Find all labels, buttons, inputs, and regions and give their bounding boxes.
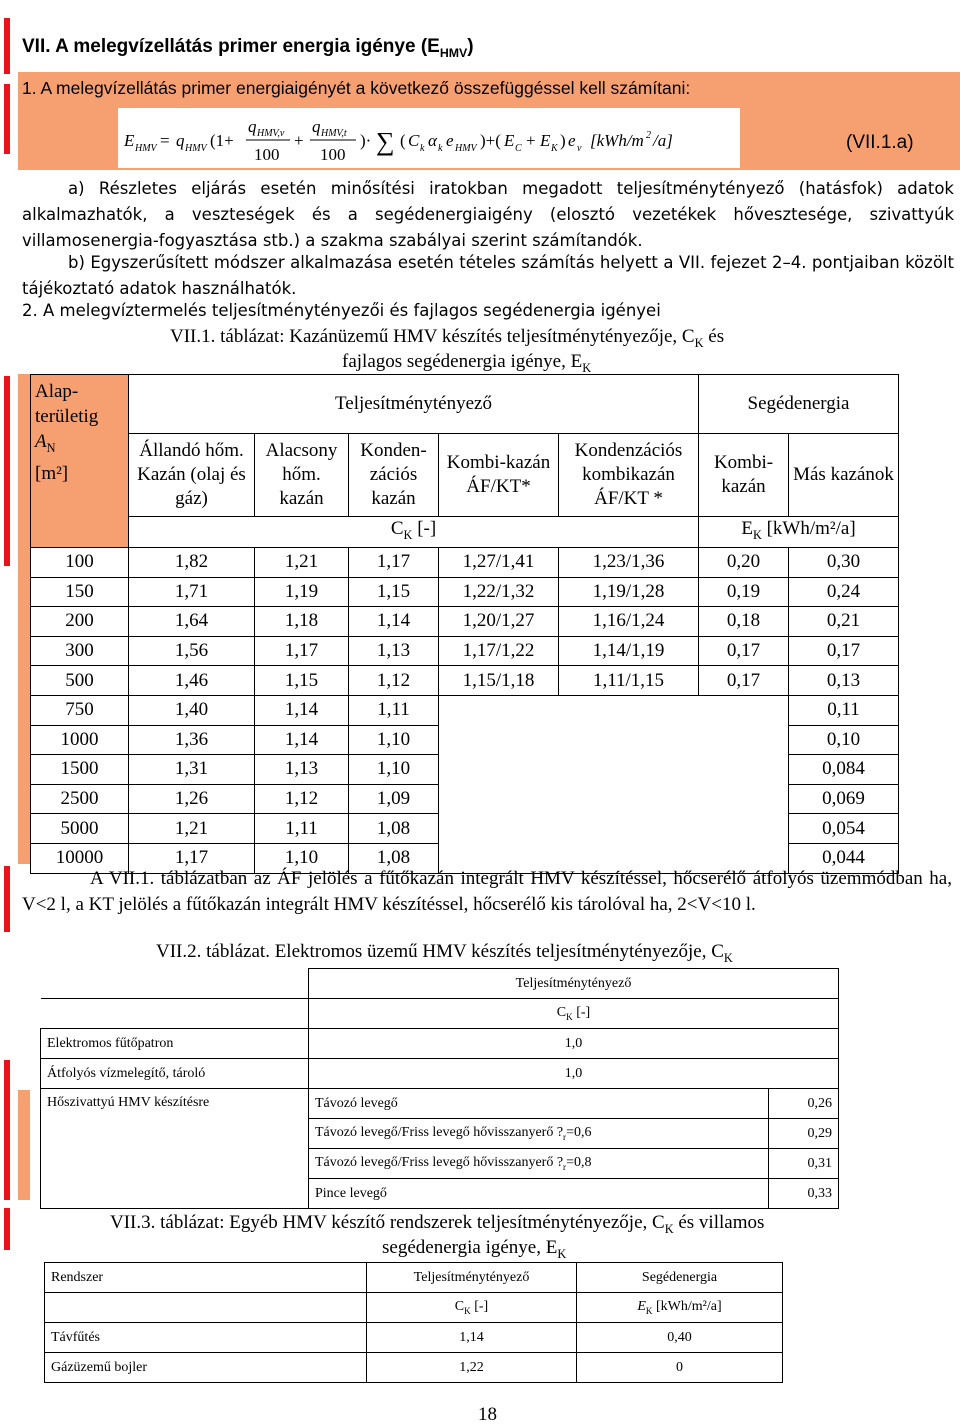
table-row: [45, 1353, 783, 1383]
area-cell: 150: [31, 577, 129, 607]
table1-caption: [170, 326, 724, 351]
svg-text:HMV: HMV: [135, 143, 157, 154]
table1-unit-row: [31, 517, 899, 548]
value-cell: 1,09: [349, 784, 439, 814]
table3-header-row: [45, 1263, 783, 1293]
value-cell: 1,46: [129, 666, 255, 696]
col-header: Kondenzációs kombikazán ÁF/KT *: [559, 434, 699, 517]
value-cell: 1,14: [349, 607, 439, 637]
value-cell: [439, 695, 559, 725]
svg-text:(: (: [400, 131, 406, 150]
svg-text:q: q: [176, 131, 185, 150]
empty-cell: [41, 969, 309, 999]
margin-marker: [4, 18, 10, 74]
value-cell: 0,19: [699, 577, 789, 607]
row-label: Átfolyós vízmelegítő, tároló: [41, 1059, 309, 1089]
value-cell: [559, 814, 699, 844]
row-label: Távfűtés: [45, 1323, 367, 1353]
table3-caption-line2: [382, 1237, 566, 1262]
value-cell: 1,10: [255, 843, 349, 873]
caption-text: fajlagos segédenergia igénye, E: [342, 351, 583, 372]
unit-ek: [577, 1293, 783, 1323]
value-cell: 1,82: [129, 548, 255, 578]
col-header: Állandó hőm. Kazán (olaj és gáz): [129, 434, 255, 517]
svg-text:HMV: HMV: [185, 143, 207, 154]
value-cell: 1,17/1,22: [439, 636, 559, 666]
area-cell: 1000: [31, 725, 129, 755]
caption-sub: K: [582, 360, 592, 375]
value-cell: [439, 725, 559, 755]
svg-text:e: e: [568, 131, 576, 150]
area-cell: 200: [31, 607, 129, 637]
value-cell: 1,15: [349, 577, 439, 607]
table-row: [31, 577, 899, 607]
margin-marker: [4, 1060, 10, 1200]
svg-text:=: =: [160, 131, 170, 150]
svg-text:[kWh/m: [kWh/m: [590, 131, 644, 150]
unit-ck: [129, 517, 699, 548]
table1-note: A VII.1. táblázatban az ÁF jelölés a fűtőkazán integrált HMV készítéssel, hőcserélő átfolyós üzemmódban ha, V<2 l, a KT jelölés a fűtőkazán integrált HMV készítéssel, hőcserélő kis tárolóval ha, 2<V<10 l.: [22, 868, 952, 915]
col-header: Más kazánok: [789, 434, 899, 517]
heading-text: VII. A melegvízellátás primer energia igénye (E: [22, 36, 440, 57]
group-header-teljesitmeny: Teljesítménytényező: [129, 375, 699, 434]
value-cell: 0,044: [789, 843, 899, 873]
row-value: 0,33: [769, 1179, 839, 1209]
caption-text: segédenergia igénye, E: [382, 1237, 558, 1258]
row-value: 1,14: [367, 1323, 577, 1353]
area-header: Alap-területig: [35, 381, 99, 427]
svg-text:C: C: [515, 143, 522, 154]
unit-end: [-]: [470, 1299, 489, 1315]
svg-text:HMV,t: HMV,t: [321, 128, 347, 139]
svg-text:K: K: [551, 143, 558, 154]
paragraph-a: a) Részletes eljárás esetén minősítési iratokban megadott teljesítménytényező (hatásfok) adatok alkalmazhatók, a veszteségek és a segédenergiaigény (elosztó vezetékek hővesztesége, szivattyúk villamosenergia-fogyasztása stb.) a szakma szabályai szerint számítandók.: [22, 179, 954, 250]
svg-text:+: +: [294, 131, 304, 150]
group-header-segedenergia: Segédenergia: [699, 375, 899, 434]
value-cell: 1,18: [255, 607, 349, 637]
unit-ek: [699, 517, 899, 548]
row-value: 1,22: [367, 1353, 577, 1383]
area-cell: 300: [31, 636, 129, 666]
value-cell: 1,22/1,32: [439, 577, 559, 607]
value-cell: 1,11: [255, 814, 349, 844]
svg-text:): ): [560, 131, 566, 150]
area-cell: 750: [31, 695, 129, 725]
value-cell: 1,11: [349, 695, 439, 725]
svg-text:)·: )·: [360, 131, 372, 150]
table2-unit-row: [41, 999, 839, 1029]
col-header: Alacsony hőm. kazán: [255, 434, 349, 517]
col-header: Teljesítménytényező: [367, 1263, 577, 1293]
col-header: Kombi-kazán ÁF/KT*: [439, 434, 559, 517]
value-cell: 1,36: [129, 725, 255, 755]
value-cell: [559, 755, 699, 785]
caption-sub: K: [694, 335, 704, 350]
value-cell: 1,27/1,41: [439, 548, 559, 578]
caption-sub: K: [664, 1221, 674, 1236]
empty-cell: [45, 1293, 367, 1323]
svg-text:α: α: [428, 131, 437, 150]
value-cell: 1,56: [129, 636, 255, 666]
value-cell: [699, 814, 789, 844]
value-cell: [559, 725, 699, 755]
unit-end: [-]: [572, 1005, 591, 1021]
svg-text:)+(: )+(: [480, 131, 501, 150]
value-cell: 1,20/1,27: [439, 607, 559, 637]
value-cell: 1,64: [129, 607, 255, 637]
margin-marker: [4, 84, 10, 154]
label-text: Távozó levegő/Friss levegő hővisszanyerő ?: [315, 1155, 564, 1171]
value-cell: 1,14: [255, 725, 349, 755]
label-end: =0,8: [566, 1155, 592, 1171]
value-cell: 1,15: [255, 666, 349, 696]
page-number: 18: [478, 1404, 497, 1425]
svg-text:k: k: [438, 143, 443, 154]
table3-unit-row: [45, 1293, 783, 1323]
svg-text:k: k: [420, 143, 425, 154]
caption-sub: K: [557, 1246, 567, 1261]
svg-text:v: v: [577, 143, 582, 154]
value-cell: [699, 725, 789, 755]
unit-sub: K: [566, 1011, 573, 1022]
value-cell: 1,40: [129, 695, 255, 725]
label-text: Távozó levegő/Friss levegő hővisszanyerő ?: [315, 1125, 564, 1141]
value-cell: [439, 755, 559, 785]
value-cell: [699, 695, 789, 725]
label-sub: r: [563, 1161, 567, 1172]
table-row: [31, 666, 899, 696]
margin-marker: [4, 1208, 10, 1250]
value-cell: 1,21: [129, 814, 255, 844]
row-label: Távozó levegő: [309, 1089, 769, 1119]
row-value: 0,29: [769, 1119, 839, 1149]
table1-header-row: [31, 375, 899, 434]
svg-text:∑: ∑: [376, 127, 395, 156]
value-cell: 1,16/1,24: [559, 607, 699, 637]
value-cell: [559, 784, 699, 814]
svg-text:E: E: [504, 131, 515, 150]
value-cell: 0,21: [789, 607, 899, 637]
unit-text: C: [556, 1005, 567, 1021]
row-value: 0,40: [577, 1323, 783, 1353]
table2-caption: [156, 941, 733, 966]
caption-text: VII.1. táblázat: Kazánüzemű HMV készítés teljesítménytényezője, C: [170, 326, 695, 347]
svg-text:q: q: [248, 117, 257, 136]
value-cell: 1,23/1,36: [559, 548, 699, 578]
svg-text:2: 2: [646, 130, 651, 141]
table2-header-row: [41, 969, 839, 999]
formula-box: [118, 108, 740, 168]
empty-cell: [41, 999, 309, 1029]
row-label: Elektromos fűtőpatron: [41, 1029, 309, 1059]
table-row: [31, 695, 899, 725]
label-end: =0,6: [566, 1125, 592, 1141]
value-cell: 1,11/1,15: [559, 666, 699, 696]
caption-end: és: [703, 326, 725, 347]
value-cell: 0,10: [789, 725, 899, 755]
row-value: 0: [577, 1353, 783, 1383]
table-row: [41, 1089, 839, 1119]
area-cell: 5000: [31, 814, 129, 844]
table2: [40, 968, 839, 1209]
value-cell: 1,19/1,28: [559, 577, 699, 607]
area-cell: 100: [31, 548, 129, 578]
table3: [44, 1262, 783, 1383]
value-cell: 1,13: [255, 755, 349, 785]
area-symbol: A: [35, 431, 47, 452]
unit-end: [kWh/m²/a]: [761, 518, 856, 540]
area-cell: 2500: [31, 784, 129, 814]
row-label: [309, 1149, 769, 1179]
formula-label: (VII.1.a): [846, 132, 914, 153]
area-symbol-sub: N: [46, 440, 56, 455]
value-cell: 0,30: [789, 548, 899, 578]
value-cell: 1,14/1,19: [559, 636, 699, 666]
table-row: [31, 784, 899, 814]
table-row: [31, 814, 899, 844]
col-header: Segédenergia: [577, 1263, 783, 1293]
row-label: Pince levegő: [309, 1179, 769, 1209]
svg-text:E: E: [540, 131, 551, 150]
svg-text:e: e: [446, 131, 454, 150]
value-cell: [439, 814, 559, 844]
value-cell: 0,084: [789, 755, 899, 785]
value-cell: [699, 784, 789, 814]
heading-sub: HMV: [439, 45, 468, 60]
caption-sub: K: [723, 950, 733, 965]
value-cell: 1,14: [255, 695, 349, 725]
highlight-band: [18, 374, 30, 864]
unit-ck: [367, 1293, 577, 1323]
table1-caption-line2: [342, 351, 591, 376]
paragraph-2: 2. A melegvíztermelés teljesítménytényezői és fajlagos segédenergia igényei: [22, 301, 661, 320]
unit-end: [-]: [412, 518, 437, 540]
unit-text: E: [741, 518, 753, 540]
unit-sub: K: [464, 1305, 471, 1316]
svg-text:+: +: [526, 131, 536, 150]
value-cell: 1,12: [349, 666, 439, 696]
table-row: [31, 725, 899, 755]
unit-text: C: [390, 518, 404, 540]
table-row: [41, 1029, 839, 1059]
value-cell: 1,17: [255, 636, 349, 666]
value-cell: 1,15/1,18: [439, 666, 559, 696]
area-cell: 1500: [31, 755, 129, 785]
value-cell: 1,08: [349, 814, 439, 844]
table-row: [31, 607, 899, 637]
value-cell: 1,08: [349, 843, 439, 873]
value-cell: 0,054: [789, 814, 899, 844]
col-header: Kombi-kazán: [699, 434, 789, 517]
value-cell: 0,24: [789, 577, 899, 607]
area-header-cell: [31, 375, 129, 548]
table2-unit: [309, 999, 839, 1029]
value-cell: 0,18: [699, 607, 789, 637]
area-unit: [m²]: [35, 462, 69, 484]
table-row: [41, 1059, 839, 1089]
table1-col-header-row: [31, 434, 899, 517]
value-cell: 1,21: [255, 548, 349, 578]
unit-sub: K: [645, 1305, 653, 1316]
svg-text:q: q: [312, 117, 321, 136]
value-cell: 1,26: [129, 784, 255, 814]
unit-sub: K: [752, 527, 762, 542]
svg-text:HMV: HMV: [455, 143, 477, 154]
area-cell: 500: [31, 666, 129, 696]
svg-text:E: E: [124, 131, 135, 150]
value-cell: 0,17: [699, 636, 789, 666]
value-cell: 1,19: [255, 577, 349, 607]
value-cell: [699, 755, 789, 785]
row-label: Gázüzemű bojler: [45, 1353, 367, 1383]
col-header: Konden-zációs kazán: [349, 434, 439, 517]
value-cell: [559, 695, 699, 725]
svg-text:/a]: /a]: [653, 131, 673, 150]
unit-end: [kWh/m²/a]: [652, 1299, 722, 1315]
heatpump-label: Hőszivattyú HMV készítésre: [41, 1089, 309, 1209]
table1-body: [31, 548, 899, 874]
value-cell: 1,10: [349, 755, 439, 785]
area-cell: 10000: [31, 843, 129, 873]
row-value: 0,31: [769, 1149, 839, 1179]
svg-text:HMV,v: HMV,v: [257, 128, 285, 139]
value-cell: 0,20: [699, 548, 789, 578]
value-cell: 0,069: [789, 784, 899, 814]
value-cell: 1,71: [129, 577, 255, 607]
caption-end: és villamos: [673, 1212, 765, 1233]
table2-header: Teljesítménytényező: [309, 969, 839, 999]
table-row: [31, 548, 899, 578]
value-cell: 1,12: [255, 784, 349, 814]
paragraph-b: b) Egyszerűsített módszer alkalmazása esetén tételes számítás helyett a VII. fejezet 2–4. pontjaiban közölt tájékoztató adatok használhatók.: [22, 253, 954, 298]
col-header: Rendszer: [45, 1263, 367, 1293]
svg-text:C: C: [408, 131, 420, 150]
value-cell: 0,13: [789, 666, 899, 696]
row-value: 1,0: [309, 1029, 839, 1059]
row-value: 0,26: [769, 1089, 839, 1119]
value-cell: 1,31: [129, 755, 255, 785]
unit-text: E: [637, 1299, 646, 1315]
row-label: [309, 1119, 769, 1149]
value-cell: 1,13: [349, 636, 439, 666]
formula-image: [118, 108, 740, 168]
value-cell: [439, 784, 559, 814]
svg-text:(1+: (1+: [210, 131, 234, 150]
table-row: [45, 1323, 783, 1353]
table-row: [31, 755, 899, 785]
table1: [30, 374, 899, 874]
row-value: 1,0: [309, 1059, 839, 1089]
table3-caption: [110, 1212, 764, 1237]
section-heading: [22, 36, 474, 60]
value-cell: 1,17: [349, 548, 439, 578]
table-row: [31, 636, 899, 666]
unit-text: C: [454, 1299, 465, 1315]
highlight-band: [18, 1090, 30, 1200]
caption-text: VII.2. táblázat. Elektromos üzemű HMV készítés teljesítménytényezője, C: [156, 941, 724, 962]
unit-sub: K: [403, 527, 413, 542]
svg-text:100: 100: [254, 145, 280, 164]
value-cell: 1,17: [129, 843, 255, 873]
label-sub: r: [563, 1131, 567, 1142]
heading-end: ): [467, 36, 474, 57]
value-cell: 1,10: [349, 725, 439, 755]
value-cell: 0,17: [699, 666, 789, 696]
intro-text: 1. A melegvízellátás primer energiaigényét a következő összefüggéssel kell számítani:: [22, 78, 691, 98]
caption-text: VII.3. táblázat: Egyéb HMV készítő rendszerek teljesítménytényezője, C: [110, 1212, 665, 1233]
svg-text:100: 100: [320, 145, 346, 164]
margin-marker: [4, 376, 10, 566]
value-cell: 0,17: [789, 636, 899, 666]
value-cell: 0,11: [789, 695, 899, 725]
margin-marker: [4, 866, 10, 932]
